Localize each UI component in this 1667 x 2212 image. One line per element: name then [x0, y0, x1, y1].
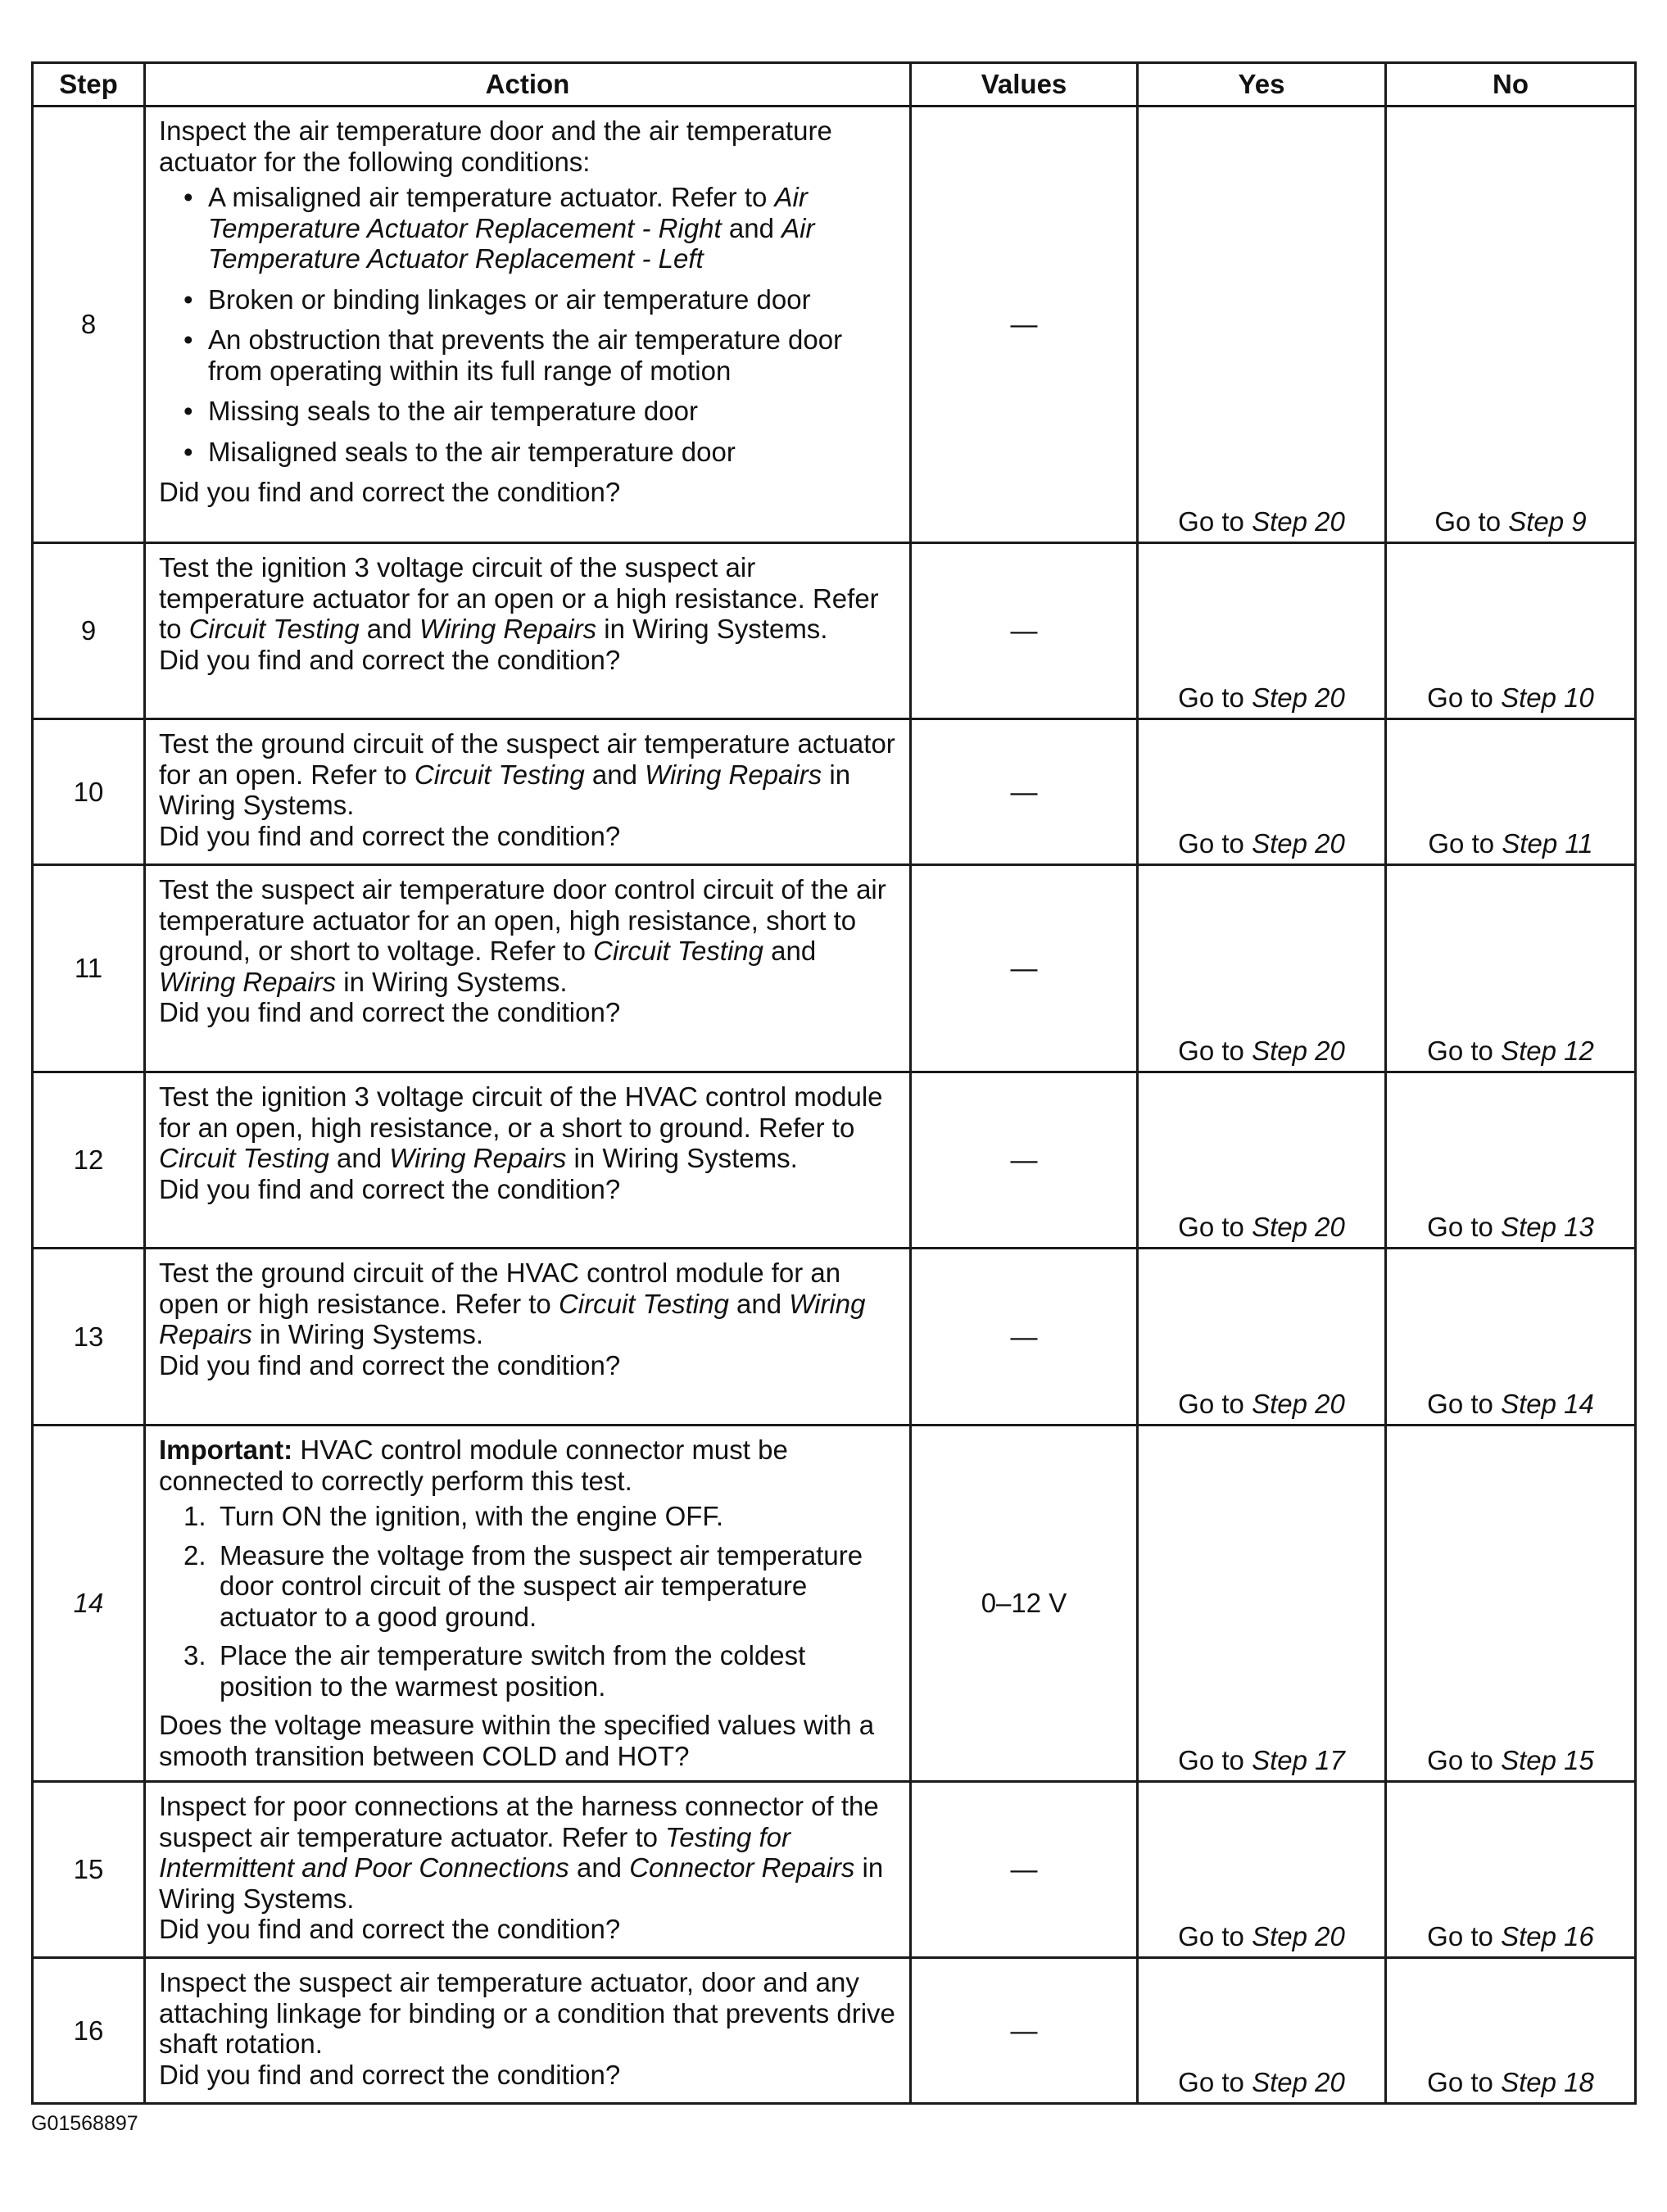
action-intro: Test the suspect air temperature door control circuit of the air temperature actuator for an open, high resistance, short to ground, or short to voltage. Refer to Circuit Testing and Wiring Repairs in Wiring Systems.: [159, 874, 886, 997]
action-cell: [145, 1072, 911, 1249]
diagnostic-table-page: [31, 61, 1634, 2105]
table-row: [33, 1782, 1636, 1958]
procedure-step-text: Measure the voltage from the suspect air temperature door control circuit of the suspect air temperature actuator to a good ground.: [220, 1539, 863, 1632]
procedure-step-text: Place the air temperature switch from the coldest position to the warmest position.: [220, 1640, 806, 1702]
step-number: 8: [33, 107, 145, 543]
action-question: Did you find and correct the condition?: [159, 820, 621, 851]
table-row: [33, 1249, 1636, 1426]
step-number: 9: [33, 543, 145, 719]
action-cell: [145, 1782, 911, 1958]
header-values: Values: [911, 63, 1138, 107]
header-row: [33, 63, 1636, 107]
yes-link[interactable]: Go to Step 20: [1138, 865, 1386, 1072]
table-row: [33, 543, 1636, 719]
action-intro: Test the ground circuit of the HVAC control module for an open or high resistance. Refer to Circuit Testing and Wiring Repairs in Wiring Systems.: [159, 1258, 866, 1349]
action-question: Did you find and correct the condition?: [159, 1914, 621, 1944]
action-question: Does the voltage measure within the specified values with a smooth transition between COLD and HOT?: [159, 1710, 875, 1771]
no-link[interactable]: Go to Step 12: [1386, 865, 1636, 1072]
header-yes: Yes: [1138, 63, 1386, 107]
action-cell: [145, 865, 911, 1072]
value-cell: 0–12 V: [911, 1426, 1138, 1782]
action-question: Did you find and correct the condition?: [159, 1173, 621, 1204]
table-row: [33, 865, 1636, 1072]
procedure-step-text: Turn ON the ignition, with the engine OFF.: [220, 1501, 724, 1531]
procedure-list: [159, 1501, 898, 1702]
step-number: 10: [33, 719, 145, 865]
value-cell: —: [911, 1072, 1138, 1249]
no-link[interactable]: Go to Step 11: [1386, 719, 1636, 865]
condition-list: [159, 182, 898, 467]
important-label: Important:: [159, 1435, 293, 1465]
header-no: No: [1386, 63, 1636, 107]
list-item: • Missing seals to the air temperature door: [183, 396, 898, 427]
table-row: [33, 1426, 1636, 1782]
no-link[interactable]: Go to Step 13: [1386, 1072, 1636, 1249]
diagnostic-table: [31, 61, 1637, 2105]
table-row: [33, 1958, 1636, 2104]
no-link[interactable]: Go to Step 15: [1386, 1426, 1636, 1782]
action-question: Did you find and correct the condition?: [159, 997, 621, 1027]
no-link[interactable]: Go to Step 14: [1386, 1249, 1636, 1426]
table-row: [33, 1072, 1636, 1249]
yes-link[interactable]: Go to Step 17: [1138, 1426, 1386, 1782]
yes-link[interactable]: Go to Step 20: [1138, 719, 1386, 865]
no-link[interactable]: Go to Step 18: [1386, 1958, 1636, 2104]
yes-link[interactable]: Go to Step 20: [1138, 1958, 1386, 2104]
step-number: 16: [33, 1958, 145, 2104]
action-intro: Inspect the suspect air temperature actuator, door and any attaching linkage for binding or a condition that prevents drive shaft rotation.: [159, 1967, 895, 2059]
value-cell: —: [911, 1249, 1138, 1426]
action-question: Did you find and correct the condition?: [159, 2059, 621, 2090]
no-link[interactable]: Go to Step 10: [1386, 543, 1636, 719]
value-cell: —: [911, 1782, 1138, 1958]
step-number: 12: [33, 1072, 145, 1249]
list-item: • Misaligned seals to the air temperature door: [183, 437, 898, 468]
value-cell: —: [911, 719, 1138, 865]
action-cell: [145, 107, 911, 543]
value-cell: —: [911, 543, 1138, 719]
important-text: HVAC control module connector must be connected to correctly perform this test.: [159, 1435, 788, 1496]
header-action: Action: [145, 63, 911, 107]
list-item: • A misaligned air temperature actuator. Refer to Air Temperature Actuator Replacement - Right and Air Temperature Actuator Replacement - Left: [183, 182, 898, 274]
list-item: 3. Place the air temperature switch from the coldest position to the warmest position.: [183, 1640, 806, 1702]
action-question: Did you find and correct the condition?: [159, 477, 621, 507]
action-cell: [145, 543, 911, 719]
yes-link[interactable]: Go to Step 20: [1138, 543, 1386, 719]
no-link[interactable]: Go to Step 16: [1386, 1782, 1636, 1958]
figure-id: G01568897: [31, 2112, 138, 2135]
list-item: • Broken or binding linkages or air temperature door: [183, 284, 898, 315]
list-item: 2. Measure the voltage from the suspect air temperature door control circuit of the suspect air temperature actuator to a good ground.: [183, 1539, 863, 1632]
value-cell: —: [911, 865, 1138, 1072]
action-cell: [145, 719, 911, 865]
table-row: [33, 719, 1636, 865]
table-row: [33, 107, 1636, 543]
action-intro: Test the ignition 3 voltage circuit of the HVAC control module for an open, high resistance, or a short to ground. Refer to Circuit Testing and Wiring Repairs in Wiring Systems.: [159, 1081, 883, 1173]
value-cell: —: [911, 1958, 1138, 2104]
action-question: Did you find and correct the condition?: [159, 1349, 621, 1380]
action-question: Did you find and correct the condition?: [159, 644, 621, 675]
action-cell: [145, 1958, 911, 2104]
list-item: 1. Turn ON the ignition, with the engine OFF.: [183, 1501, 724, 1531]
step-number: 11: [33, 865, 145, 1072]
step-number: 14: [33, 1426, 145, 1782]
value-cell: —: [911, 107, 1138, 543]
important-note: [159, 1435, 898, 1496]
step-number: 13: [33, 1249, 145, 1426]
step-number: 15: [33, 1782, 145, 1958]
action-intro: Test the ground circuit of the suspect air temperature actuator for an open. Refer to Circuit Testing and Wiring Repairs in Wiring Systems.: [159, 728, 895, 820]
action-intro: Inspect for poor connections at the harness connector of the suspect air temperature actuator. Refer to Testing for Intermittent and Poor Connections and Connector Repairs in Wiring Systems.: [159, 1791, 884, 1914]
action-cell: [145, 1426, 911, 1782]
action-intro: Inspect the air temperature door and the air temperature actuator for the following conditions:: [159, 116, 832, 177]
action-intro: Test the ignition 3 voltage circuit of the suspect air temperature actuator for an open or a high resistance. Refer to Circuit Testing and Wiring Repairs in Wiring Systems.: [159, 552, 879, 644]
action-cell: [145, 1249, 911, 1426]
yes-link[interactable]: Go to Step 20: [1138, 1072, 1386, 1249]
yes-link[interactable]: Go to Step 20: [1138, 1249, 1386, 1426]
header-step: Step: [33, 63, 145, 107]
yes-link[interactable]: Go to Step 20: [1138, 1782, 1386, 1958]
yes-link[interactable]: Go to Step 20: [1138, 107, 1386, 543]
list-item: • An obstruction that prevents the air temperature door from operating within its full range of motion: [183, 324, 898, 386]
no-link[interactable]: Go to Step 9: [1386, 107, 1636, 543]
